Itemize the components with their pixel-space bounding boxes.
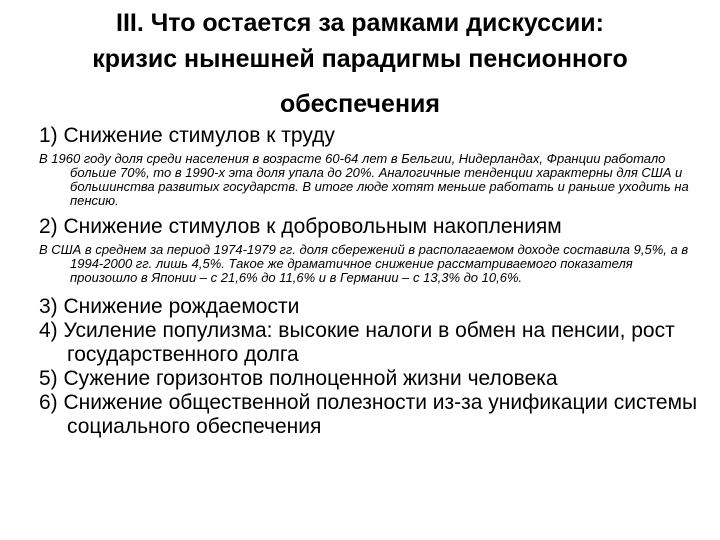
note-work-incentives: В 1960 году доля среди населения в возрасте 60-64 лет в Бельгии, Нидерландах, Франции работало больше 70%, то в 1990-х эта доля упала до 20%. Аналогичные тенденции характерны для США и большинства развитых государств. В итоге люде хотят меньше работать и раньше уходить на пенсию. xyxy=(39,151,689,208)
list-item-3: 3) Снижение рождаемости xyxy=(39,295,300,318)
slide-title-line-1: III. Что остается за рамками дискуссии: xyxy=(116,9,604,37)
list-item-2: 2) Снижение стимулов к добровольным накоплениям xyxy=(39,215,562,238)
list-item-6: 6) Снижение общественной полезности из-за унификации системы социального обеспечения xyxy=(39,391,698,438)
note-savings-incentives: В США в среднем за период 1974-1979 гг. доля сбережений в располагаемом доходе составила 9,5%, а в 1994-2000 гг. лишь 4,5%. Такое же драматичное снижение рассматриваемого показателя произошло в Японии – с 21,6% до 11,6% и в Германии – с 13,3% до 10,6%. xyxy=(39,242,689,285)
slide-body xyxy=(39,124,703,439)
slide-title-line-3: обеспечения xyxy=(279,90,441,118)
list-item-4: 4) Усиление популизма: высокие налоги в обмен на пенсии, рост государственного долга xyxy=(39,319,675,366)
list-item-1: 1) Снижение стимулов к труду xyxy=(39,124,335,147)
list-item-5: 5) Сужение горизонтов полноценной жизни человека xyxy=(39,367,558,390)
slide-title-line-2: кризис нынешней парадигмы пенсионного xyxy=(92,45,628,73)
